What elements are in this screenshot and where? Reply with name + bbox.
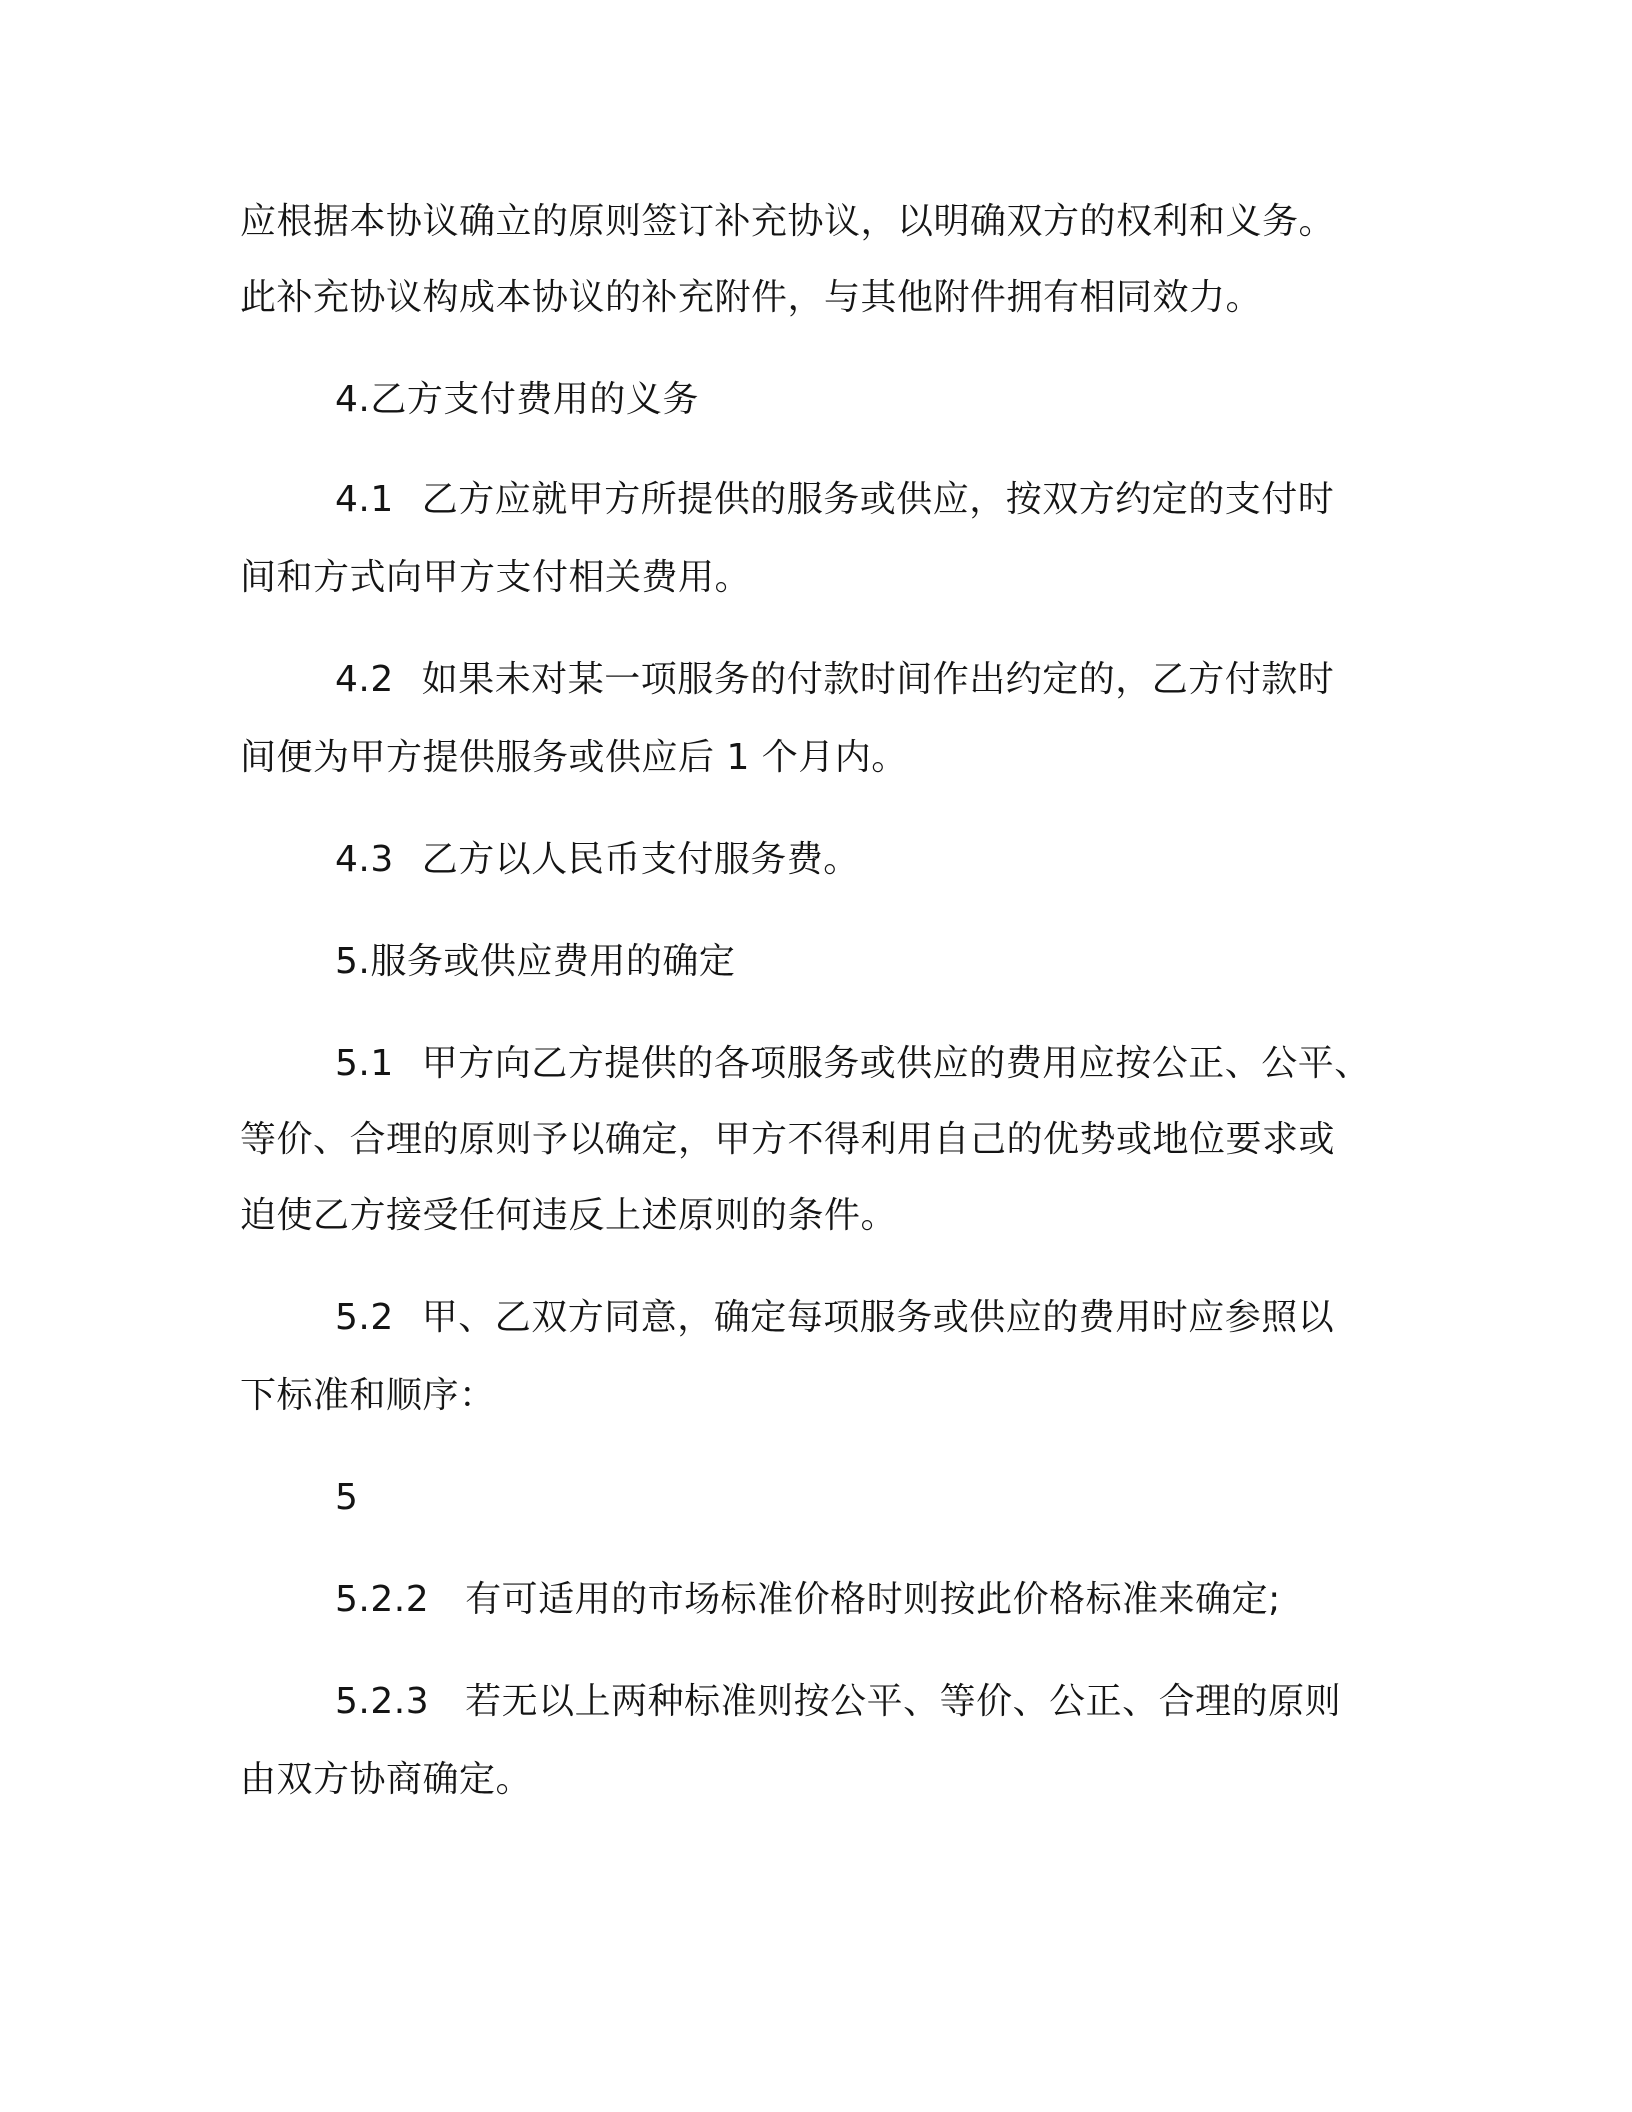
paragraph-line: 间和方式向甲方支付相关费用。 xyxy=(240,557,752,598)
clause-number: 4.3 xyxy=(335,839,394,880)
clause-text: 乙方应就甲方所提供的服务或供应，按双方约定的支付时 xyxy=(421,479,1335,520)
clause-number: 4.1 xyxy=(335,479,394,520)
clause-text: 若无以上两种标准则按公平、等价、公正、合理的原则 xyxy=(465,1681,1342,1722)
section-heading-4: 4.乙方支付费用的义务 xyxy=(335,379,699,420)
clause-4-2 xyxy=(335,654,1334,706)
paragraph-line: 应根据本协议确立的原则签订补充协议，以明确双方的权利和义务。 xyxy=(240,201,1336,242)
paragraph-line: 间便为甲方提供服务或供应后 1 个月内。 xyxy=(240,737,908,778)
clause-number: 5.2.3 xyxy=(335,1681,430,1722)
paragraph-line: 下标准和顺序： xyxy=(240,1375,496,1416)
clause-text: 如果未对某一项服务的付款时间作出约定的，乙方付款时 xyxy=(421,659,1335,700)
clause-text: 乙方以人民币支付服务费。 xyxy=(421,839,860,880)
clause-number: 4.2 xyxy=(335,659,394,700)
clause-5-1 xyxy=(335,1038,1371,1090)
clause-4-3 xyxy=(335,834,860,886)
clause-text: 甲方向乙方提供的各项服务或供应的费用应按公正、公平、 xyxy=(421,1043,1371,1084)
clause-4-1 xyxy=(335,474,1334,526)
clause-5-2 xyxy=(335,1292,1334,1344)
clause-text: 甲、乙双方同意，确定每项服务或供应的费用时应参照以 xyxy=(421,1297,1335,1338)
clause-number: 5.2 xyxy=(335,1297,394,1338)
clause-number: 5.1 xyxy=(335,1043,394,1084)
clause-number-5: 5 xyxy=(335,1477,359,1518)
clause-number: 5.2.2 xyxy=(335,1579,430,1620)
section-heading-5: 5.服务或供应费用的确定 xyxy=(335,941,736,982)
paragraph-line: 此补充协议构成本协议的补充附件，与其他附件拥有相同效力。 xyxy=(240,277,1263,318)
paragraph-line: 迫使乙方接受任何违反上述原则的条件。 xyxy=(240,1195,898,1236)
clause-5-2-3 xyxy=(335,1676,1341,1728)
paragraph-line: 由双方协商确定。 xyxy=(240,1759,533,1800)
clause-5-2-2 xyxy=(335,1574,1281,1626)
clause-text: 有可适用的市场标准价格时则按此价格标准来确定; xyxy=(465,1579,1281,1620)
paragraph-line: 等价、合理的原则予以确定，甲方不得利用自己的优势或地位要求或 xyxy=(240,1119,1336,1160)
